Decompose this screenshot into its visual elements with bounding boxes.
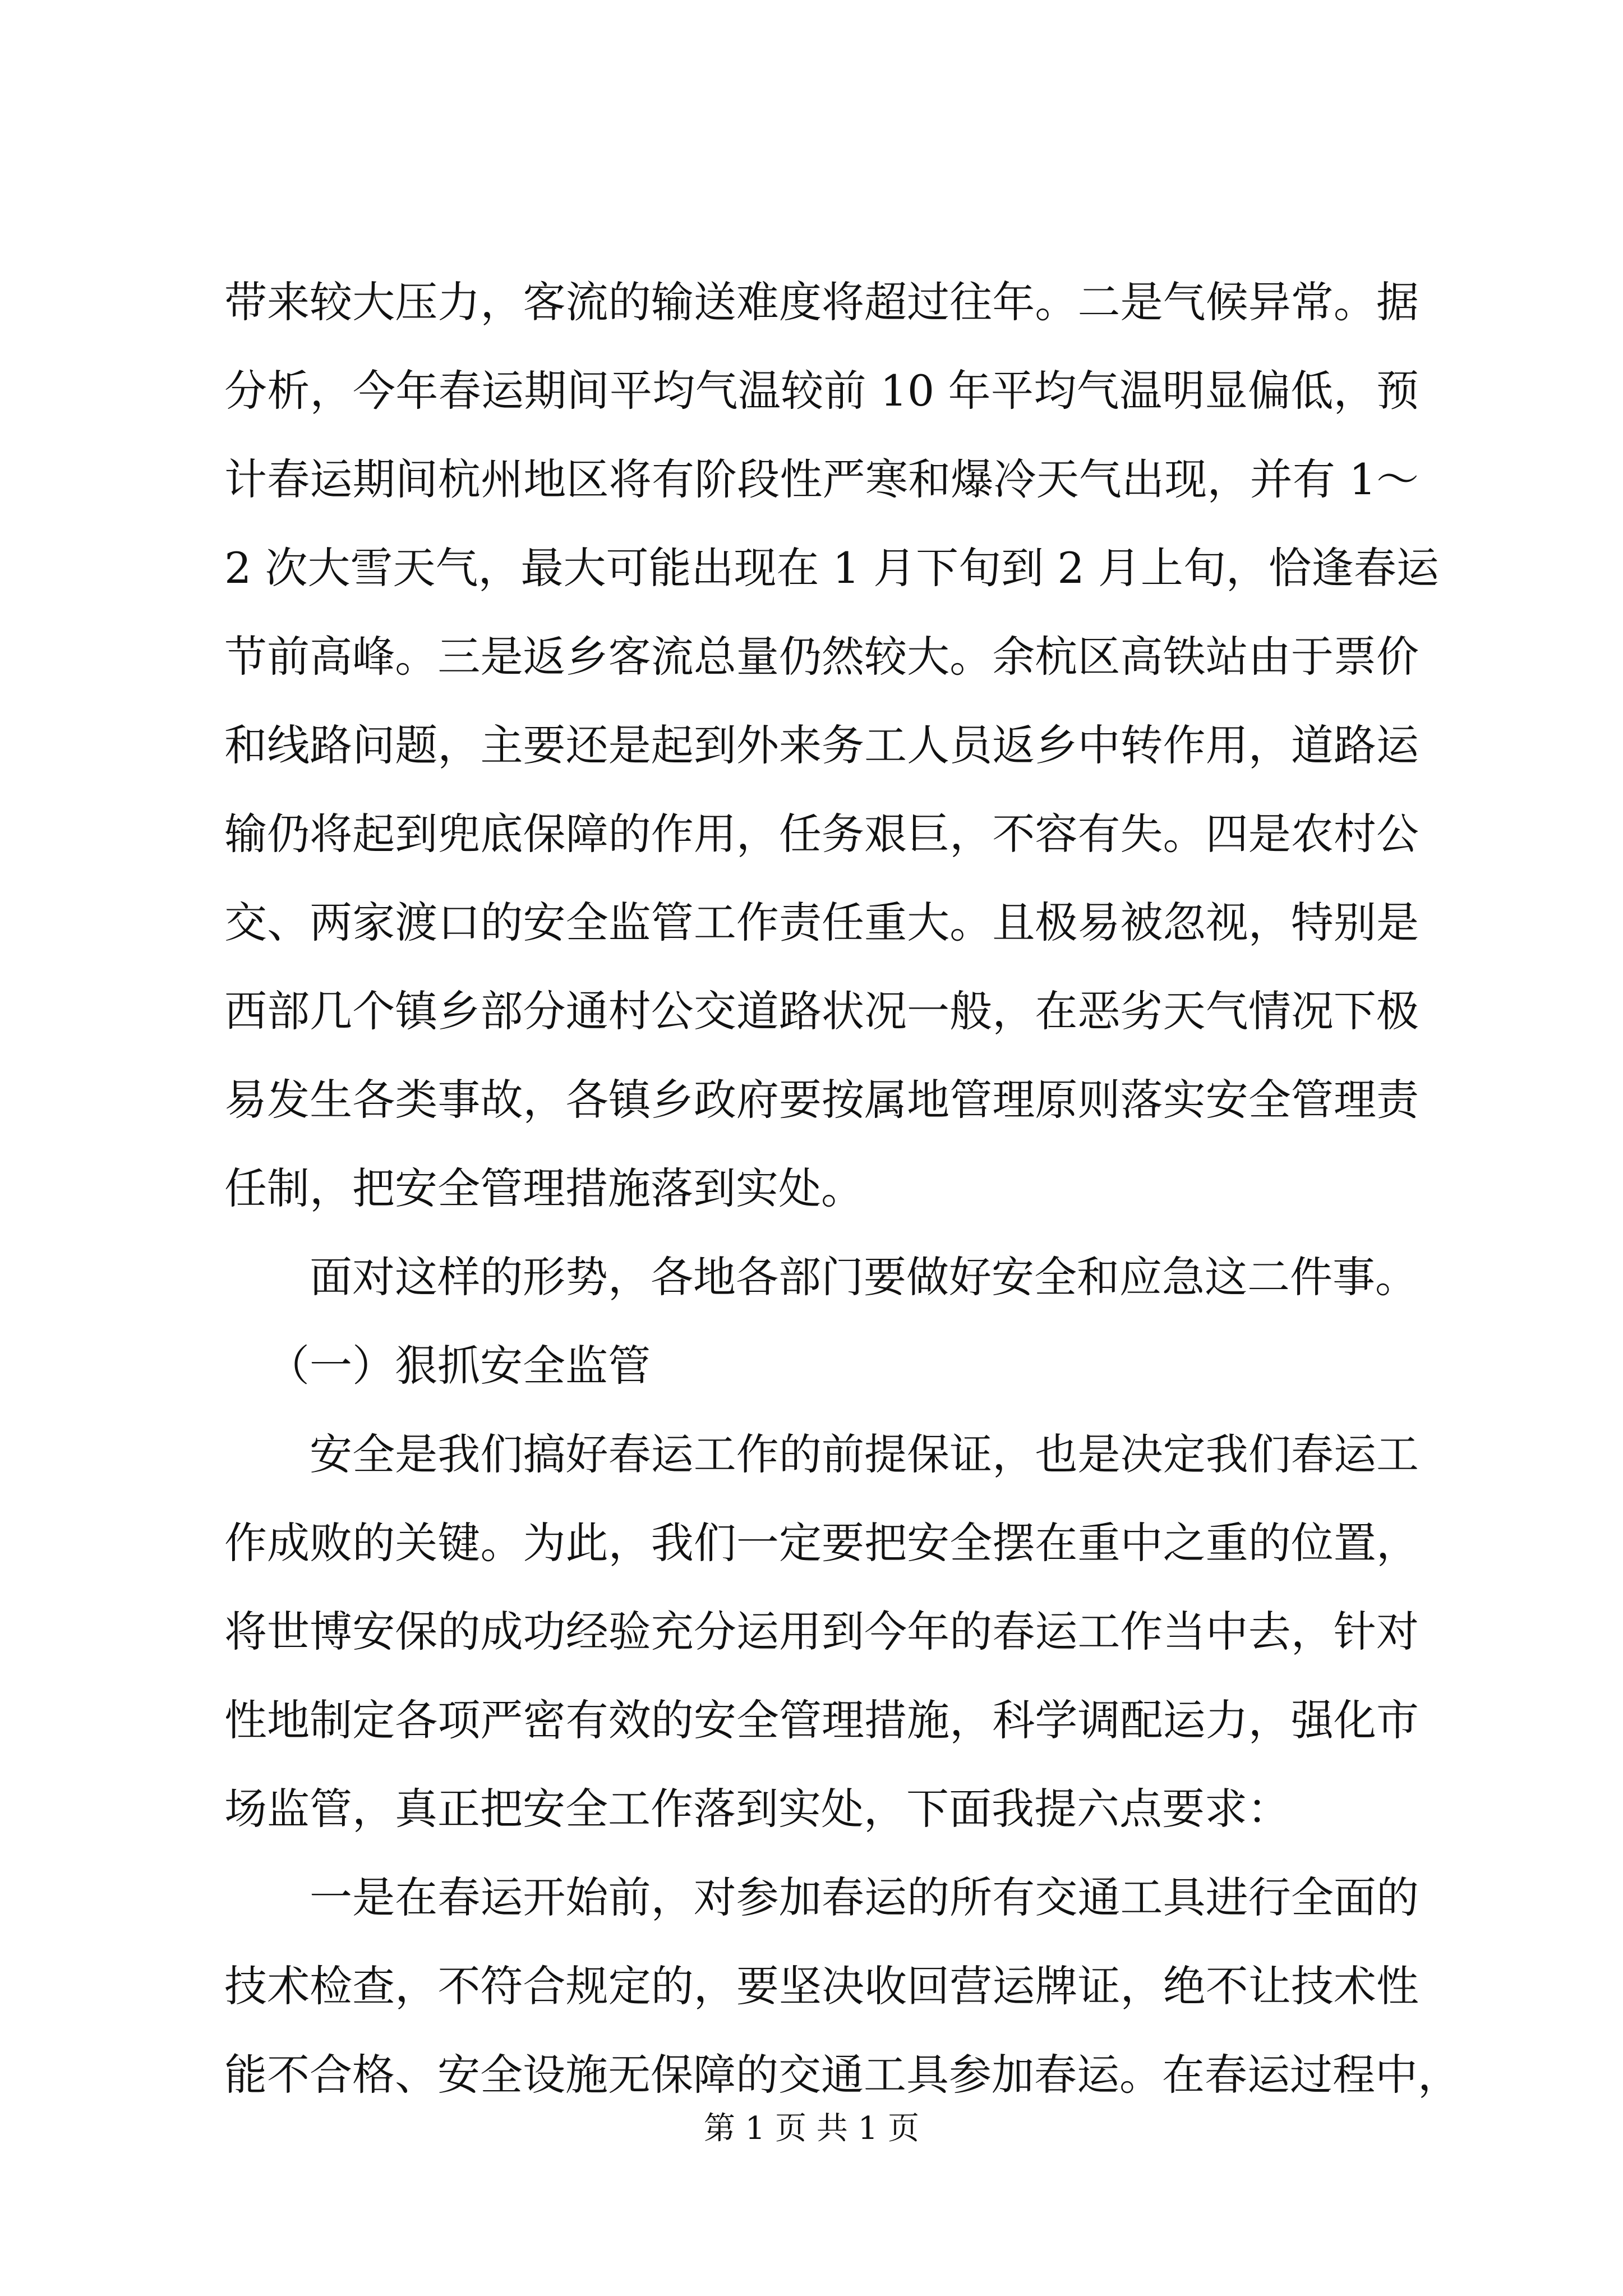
body-line: 能不合格、安全设施无保障的交通工具参加春运。在春运过程中，	[224, 2050, 1460, 2100]
body-line: 任制，把安全管理措施落到实处。	[224, 1163, 864, 1213]
body-line: 计春运期间杭州地区将有阶段性严寒和爆冷天气出现，并有 1～	[224, 454, 1419, 504]
body-line: 交、两家渡口的安全监管工作责任重大。且极易被忽视，特别是	[224, 898, 1419, 947]
page-number-label: 第 1 页 共 1 页	[703, 2110, 920, 2147]
body-line: 输仍将起到兜底保障的作用，任务艰巨，不容有失。四是农村公	[224, 809, 1419, 859]
body-line: 易发生各类事故，各镇乡政府要按属地管理原则落实安全管理责	[224, 1075, 1419, 1125]
paragraph-start-line: 一是在春运开始前，对参加春运的所有交通工具进行全面的	[310, 1872, 1419, 1922]
body-line: 和线路问题，主要还是起到外来务工人员返乡中转作用，道路运	[224, 720, 1419, 770]
body-line: 将世博安保的成功经验充分运用到今年的春运工作当中去，针对	[224, 1607, 1419, 1657]
body-line: 西部几个镇乡部分通村公交道路状况一般，在恶劣天气情况下极	[224, 986, 1419, 1036]
body-line: 技术检查，不符合规定的，要坚决收回营运牌证，绝不让技术性	[224, 1961, 1419, 2011]
body-line: 性地制定各项严密有效的安全管理措施，科学调配运力，强化市	[224, 1695, 1419, 1745]
body-line: 带来较大压力，客流的输送难度将超过往年。二是气候异常。据	[224, 277, 1419, 327]
body-line: 作成败的关键。为此，我们一定要把安全摆在重中之重的位置，	[224, 1518, 1419, 1568]
body-line: 分析，今年春运期间平均气温较前 10 年平均气温明显偏低，预	[224, 366, 1419, 416]
document-body	[224, 258, 1460, 2119]
section-heading: （一）狠抓安全监管	[267, 1341, 651, 1391]
paragraph-start-line: 面对这样的形势，各地各部门要做好安全和应急这二件事。	[310, 1252, 1418, 1302]
body-line: 2 次大雪天气，最大可能出现在 1 月下旬到 2 月上旬，恰逢春运	[224, 543, 1439, 593]
body-line: 节前高峰。三是返乡客流总量仍然较大。余杭区高铁站由于票价	[224, 632, 1419, 682]
paragraph-start-line: 安全是我们搞好春运工作的前提保证，也是决定我们春运工	[310, 1429, 1419, 1479]
page-footer	[0, 2109, 1623, 2148]
body-line: 场监管，真正把安全工作落到实处，下面我提六点要求：	[224, 1784, 1290, 1834]
